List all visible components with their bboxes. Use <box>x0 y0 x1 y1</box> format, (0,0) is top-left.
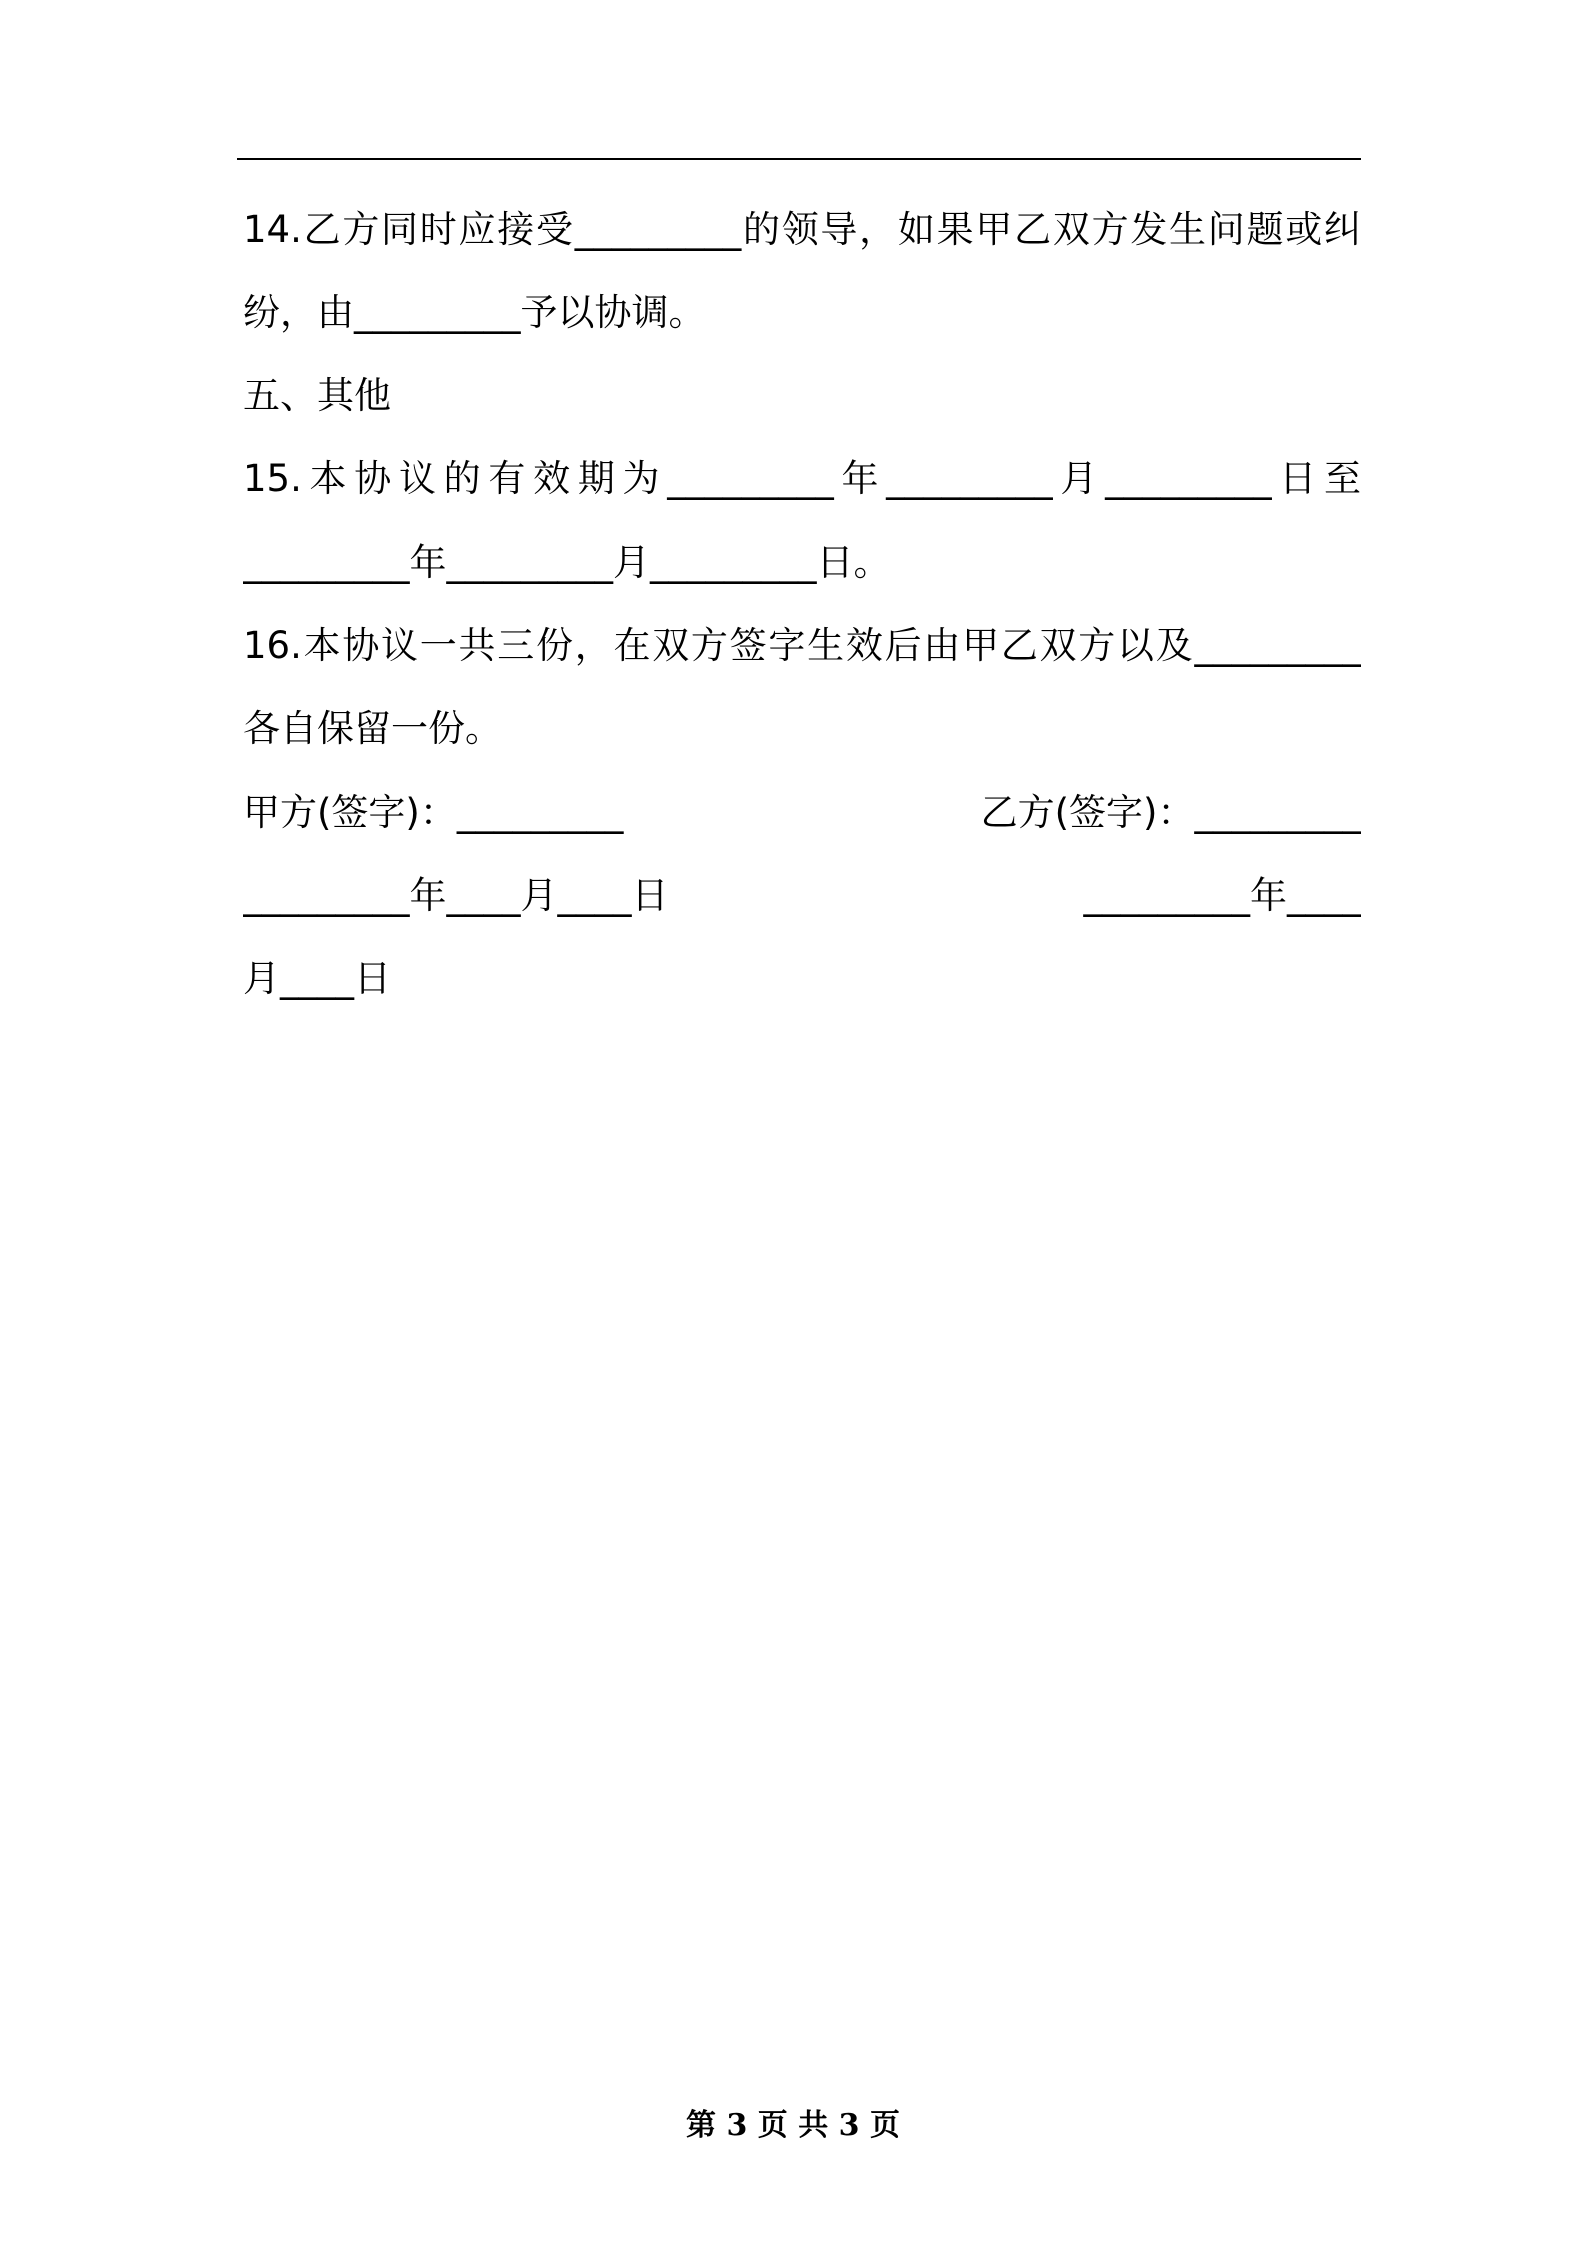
party-b-date: _________年____ <box>1083 874 1361 917</box>
signature-row <box>243 788 1361 838</box>
date-row <box>243 871 1361 921</box>
party-b-signature: 乙方(签字)：_________ <box>980 791 1361 834</box>
clause-16-line-1: 16.本协议一共三份，在双方签字生效后由甲乙双方以及_________ <box>243 624 1361 667</box>
section-heading-other: 五、其他 <box>243 374 391 417</box>
clause-14-line-1: 14.乙方同时应接受_________的领导，如果甲乙双方发生问题或纠 <box>243 208 1361 251</box>
party-b-date-continued: 月____日 <box>243 957 391 1000</box>
party-a-date: _________年____月____日 <box>243 874 669 917</box>
clause-15-line-2: _________年_________月_________日。 <box>243 541 891 584</box>
party-a-signature: 甲方(签字)：_________ <box>243 791 624 834</box>
clause-16-line-2: 各自保留一份。 <box>243 707 502 750</box>
header-rule <box>237 158 1361 160</box>
clause-14-line-2: 纷，由_________予以协调。 <box>243 291 706 334</box>
clause-15-line-1: 15.本协议的有效期为_________年_________月_________日至 <box>243 457 1361 500</box>
page-number: 第 3 页 共 3 页 <box>686 2108 900 2143</box>
